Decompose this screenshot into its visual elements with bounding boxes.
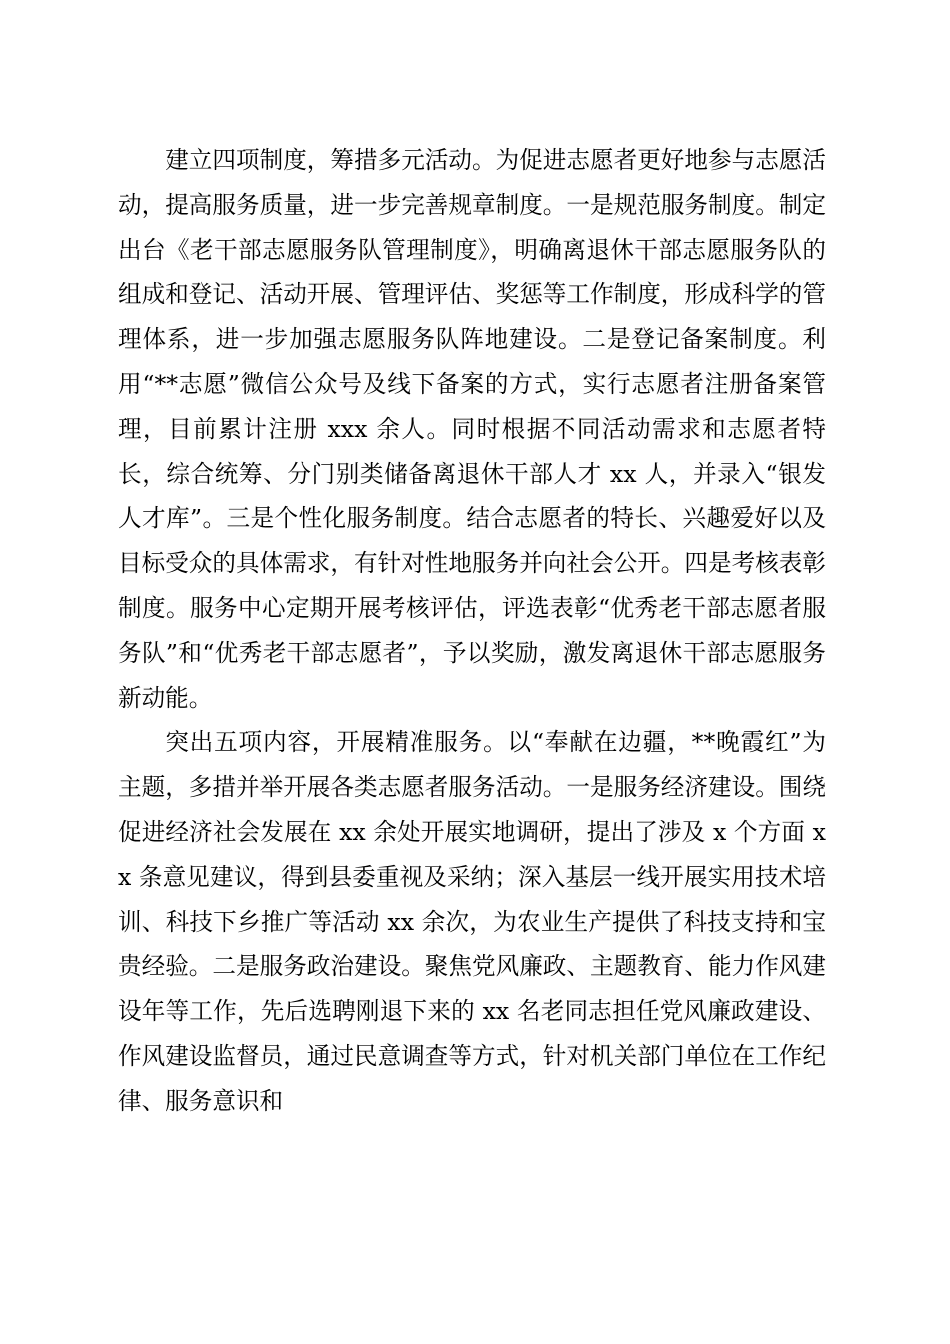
paragraph-five-contents: 突出五项内容，开展精准服务。以“奉献在边疆，**晚霞红”为主题，多措并举开展各类志愿者服务活动。一是服务经济建设。围绕促进经济社会发展在 xx 余处开展实地调研，提出了涉及 x 个方面 xx 条意见建议，得到县委重视及采纳；深入基层一线开展实用技术培训、科技下乡推广等活动 xx 余次，为农业生产提供了科技支持和宝贵经验。二是服务政治建设。聚焦党风廉政、主题教育、能力作风建设年等工作，先后选聘刚退下来的 xx 名老同志担任党风廉政建设、作风建设监督员，通过民意调查等方式，针对机关部门单位在工作纪律、服务意识和 <box>118 728 826 1115</box>
paragraph-four-systems: 建立四项制度，筹措多元活动。为促进志愿者更好地参与志愿活动，提高服务质量，进一步完善规章制度。一是规范服务制度。制定出台《老干部志愿服务队管理制度》，明确离退休干部志愿服务队的组成和登记、活动开展、管理评估、奖惩等工作制度，形成科学的管理体系，进一步加强志愿服务队阵地建设。二是登记备案制度。利用“**志愿”微信公众号及线下备案的方式，实行志愿者注册备案管理，目前累计注册 xxx 余人。同时根据不同活动需求和志愿者特长，综合统筹、分门别类储备离退休干部人才 xx 人，并录入“银发人才库”。三是个性化服务制度。结合志愿者的特长、兴趣爱好以及目标受众的具体需求，有针对性地服务并向社会公开。四是考核表彰制度。服务中心定期开展考核评估，评选表彰“优秀老干部志愿者服务队”和“优秀老干部志愿者”，予以奖励，激发离退休干部志愿服务新动能。 <box>118 146 826 712</box>
document-body <box>118 138 826 1124</box>
